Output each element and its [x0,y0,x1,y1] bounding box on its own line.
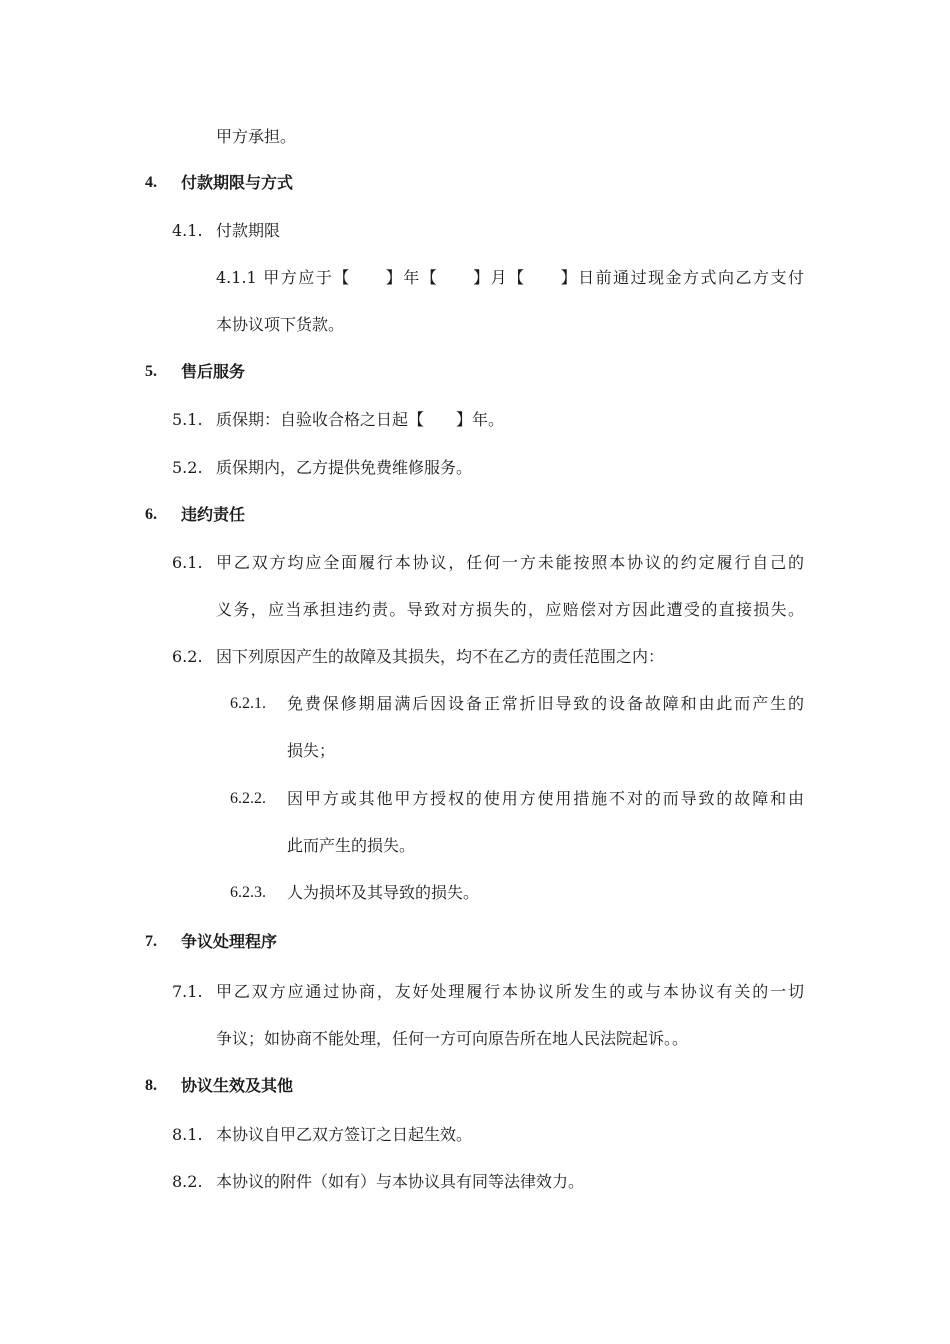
section-8-title: 协议生效及其他 [181,1076,294,1095]
clause-8-2-number: 8.2. [172,1172,203,1191]
clause-6-2-2-line2: 此而产生的损失。 [287,836,416,855]
clause-6-2-2-line1: 因甲方或其他甲方授权的使用方使用措施不对的而导致的故障和由 [287,789,804,808]
section-5-number: 5. [145,363,157,380]
carry-over-text: 甲方承担。 [216,127,297,146]
clause-4-1-number: 4.1. [172,221,203,240]
clause-8-1-text: 本协议自甲乙双方签订之日起生效。 [216,1125,473,1144]
clause-6-1-number: 6.1. [172,553,203,572]
clause-7-1-number: 7.1. [172,982,203,1001]
clause-5-1-number: 5.1. [172,410,203,429]
section-8-number: 8. [145,1077,157,1094]
section-5-title: 售后服务 [181,362,246,381]
clause-5-1-text: 质保期：自验收合格之日起【 】年。 [216,410,505,429]
clause-5-2-text: 质保期内，乙方提供免费维修服务。 [216,458,473,477]
section-7-title: 争议处理程序 [181,932,278,951]
clause-6-2-1-line2: 损失； [287,741,336,760]
clause-4-1-1-line2: 本协议项下货款。 [216,315,345,334]
section-4-title: 付款期限与方式 [181,173,294,192]
section-6-title: 违约责任 [181,505,246,524]
clause-6-2-1-number: 6.2.1. [230,695,266,712]
section-7-number: 7. [145,933,157,950]
clause-6-1-line2: 义务，应当承担违约责。导致对方损失的，应赔偿对方因此遭受的直接损失。 [216,600,804,619]
clause-8-2-text: 本协议的附件（如有）与本协议具有同等法律效力。 [216,1172,585,1191]
clause-8-1-number: 8.1. [172,1125,203,1144]
clause-6-1-line1: 甲乙双方均应全面履行本协议，任何一方未能按照本协议的约定履行自己的 [216,553,804,572]
clause-7-1-line1: 甲乙双方应通过协商，友好处理履行本协议所发生的或与本协议有关的一切 [216,982,804,1001]
clause-6-2-1-line1: 免费保修期届满后因设备正常折旧导致的设备故障和由此而产生的 [287,694,804,713]
section-6-number: 6. [145,506,157,523]
clause-4-1-1-line1: 4.1.1 甲方应于【 】年【 】月【 】日前通过现金方式向乙方支付 [216,268,804,287]
clause-6-2-2-number: 6.2.2. [230,790,266,807]
clause-6-2-text: 因下列原因产生的故障及其损失，均不在乙方的责任范围之内： [216,647,665,666]
clause-5-2-number: 5.2. [172,458,203,477]
clause-6-2-3-text: 人为损坏及其导致的损失。 [287,883,480,902]
clause-6-2-3-number: 6.2.3. [230,884,266,901]
clause-7-1-line2: 争议；如协商不能处理，任何一方可向原告所在地人民法院起诉。。 [216,1029,689,1048]
section-4-number: 4. [145,174,157,191]
clause-4-1-text: 付款期限 [216,221,281,240]
clause-6-2-number: 6.2. [172,647,203,666]
